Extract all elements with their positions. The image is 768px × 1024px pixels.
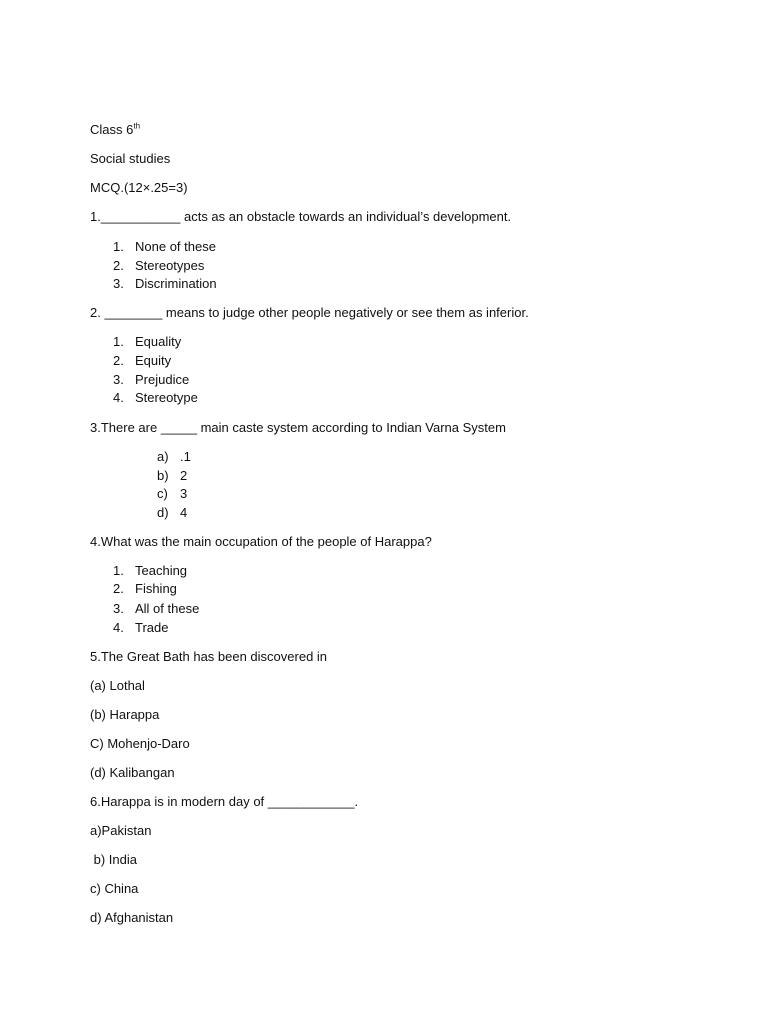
- option-marker: d): [157, 505, 169, 520]
- option-marker: 3.: [113, 372, 124, 387]
- option-marker: 4.: [113, 390, 124, 405]
- option-text: Prejudice: [135, 372, 190, 387]
- class-label: Class 6: [90, 122, 134, 137]
- option-marker: 3.: [113, 601, 124, 616]
- question-2: 2. ________ means to judge other people negatively or see them as inferior.: [90, 305, 529, 320]
- option-text: 4: [180, 505, 188, 520]
- option-text: C) Mohenjo-Daro: [90, 736, 190, 751]
- option-text: All of these: [135, 601, 200, 616]
- option-text: 3: [180, 486, 188, 501]
- option-marker: c): [157, 486, 168, 501]
- option-text: None of these: [135, 239, 216, 254]
- section-heading: MCQ.(12×.25=3): [90, 180, 188, 195]
- option-text: 2: [180, 468, 188, 483]
- option-text: d) Afghanistan: [90, 910, 174, 925]
- option-text: Fishing: [135, 581, 177, 596]
- class-superscript: th: [133, 121, 141, 131]
- option-marker: 2.: [113, 258, 124, 273]
- option-text: (d) Kalibangan: [90, 765, 175, 780]
- option-text: Equity: [135, 353, 172, 368]
- option-marker: 1.: [113, 563, 124, 578]
- option-text: (a) Lothal: [90, 678, 145, 693]
- question-1: 1.___________ acts as an obstacle towards an individual’s development.: [90, 209, 512, 224]
- question-4: 4.What was the main occupation of the people of Harappa?: [90, 534, 432, 549]
- option-text: Trade: [135, 620, 169, 635]
- option-text: Stereotype: [135, 390, 198, 405]
- option-text: (b) Harappa: [90, 707, 160, 722]
- option-marker: 1.: [113, 334, 124, 349]
- option-text: Teaching: [135, 563, 188, 578]
- option-marker: 1.: [113, 239, 124, 254]
- option-text: .1: [180, 449, 191, 464]
- option-text: a)Pakistan: [90, 823, 152, 838]
- question-6: 6.Harappa is in modern day of ____________.: [90, 794, 359, 809]
- subject-heading: Social studies: [90, 151, 171, 166]
- option-marker: 2.: [113, 353, 124, 368]
- option-text: Stereotypes: [135, 258, 205, 273]
- class-heading: [90, 122, 140, 138]
- option-text: Equality: [135, 334, 182, 349]
- option-marker: 3.: [113, 276, 124, 291]
- option-marker: a): [157, 449, 169, 464]
- option-marker: b): [157, 468, 169, 483]
- option-text: b) India: [90, 852, 137, 867]
- option-marker: 4.: [113, 620, 124, 635]
- option-text: Discrimination: [135, 276, 217, 291]
- question-3: 3.There are _____ main caste system according to Indian Varna System: [90, 420, 506, 435]
- option-text: c) China: [90, 881, 139, 896]
- question-5: 5.The Great Bath has been discovered in: [90, 649, 328, 664]
- option-marker: 2.: [113, 581, 124, 596]
